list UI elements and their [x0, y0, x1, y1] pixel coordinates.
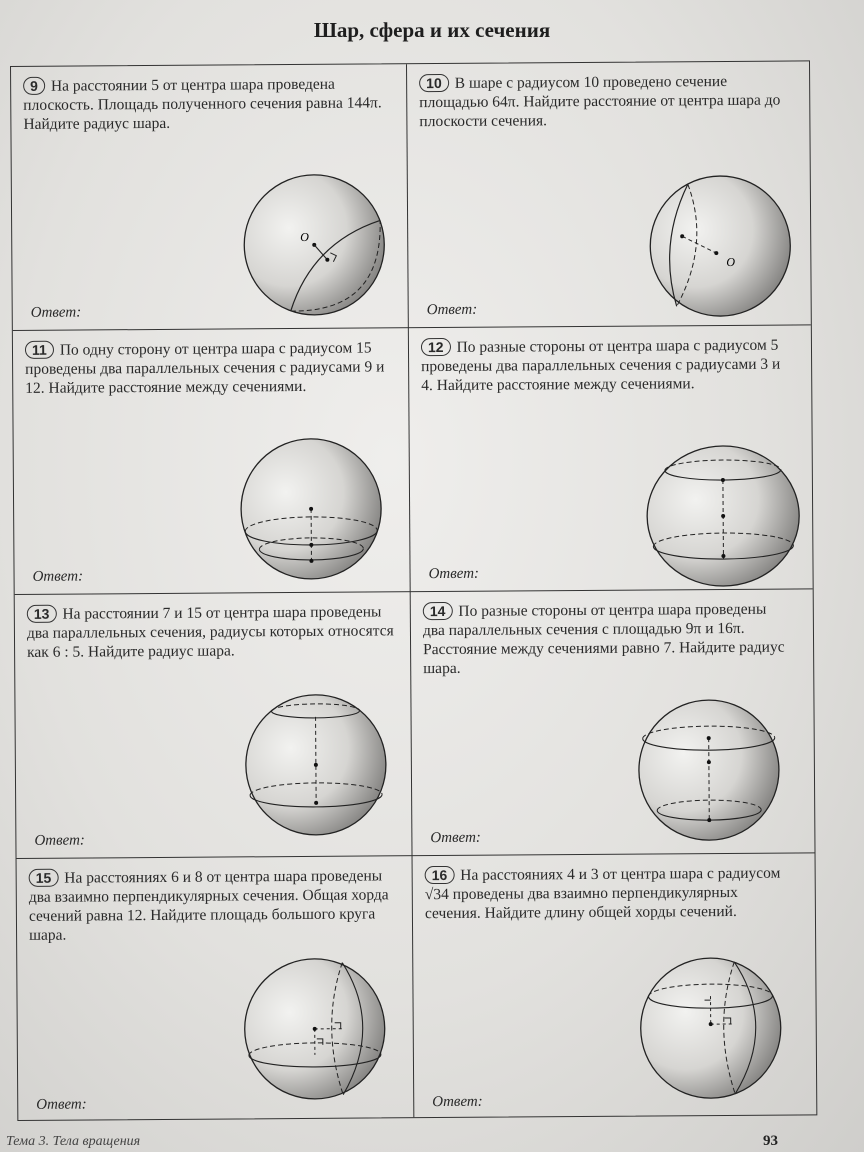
- problem-statement: По разные стороны от центра шара проведены два параллельных сечения с площадью 9π и 16π. Расстояние между сечениями равно 7. Найдите радиус шара.: [422, 600, 785, 678]
- problem-card-15: [17, 856, 414, 1122]
- center-label: O: [300, 229, 309, 244]
- problem-statement: По разные стороны от центра шара с радиусом 5 проведены два параллельных сечения с радиусами 3 и 4. Найдите расстояние между сечениями.: [421, 336, 781, 395]
- problem-number-badge: 10: [419, 74, 449, 92]
- problem-14-text-block: [423, 600, 793, 679]
- problem-card-11: [13, 328, 410, 594]
- problem-card-9: [11, 64, 408, 330]
- sphere-diagram-11: [239, 436, 390, 587]
- sphere-diagram-10: [648, 174, 799, 325]
- problem-number-badge: 12: [421, 338, 451, 356]
- problem-number-badge: 11: [25, 341, 54, 359]
- problem-card-13: [15, 592, 412, 858]
- sphere-diagram-14: [636, 698, 787, 847]
- problem-16-text-block: [425, 864, 794, 924]
- page-title: Шар, сфера и их сечения: [313, 18, 551, 42]
- answer-label: Ответ:: [432, 1093, 483, 1111]
- footer-topic: Тема 3. Тела вращения: [6, 1134, 141, 1149]
- answer-label: Ответ:: [30, 304, 82, 321]
- answer-label: Ответ:: [428, 565, 480, 583]
- problem-9-text-block: [23, 74, 392, 134]
- problem-card-10: [407, 61, 804, 327]
- problem-number-badge: 14: [423, 602, 453, 620]
- answer-label: Ответ:: [34, 832, 85, 849]
- sphere-diagram-15: [242, 956, 393, 1107]
- answer-label: Ответ:: [36, 1096, 87, 1113]
- sphere-diagram-12: [645, 443, 806, 592]
- sphere-diagram-16: [638, 956, 789, 1107]
- problem-card-16: [413, 853, 810, 1119]
- page-number: 93: [763, 1133, 778, 1149]
- problem-grid: [10, 60, 817, 1121]
- center-label: O: [726, 254, 736, 270]
- problem-number-badge: 16: [425, 866, 455, 884]
- sphere-diagram-9: [242, 172, 393, 323]
- problem-10-text-block: [419, 72, 788, 132]
- problem-statement: На расстоянии 5 от центра шара проведена плоскость. Площадь полученного сечения равна 144π. Найдите радиус шара.: [23, 75, 382, 133]
- problem-statement: По одну сторону от центра шара с радиусом 15 проведены два параллельных сечения с радиусами 9 и 12. Найдите расстояние между сечениями.: [25, 339, 385, 397]
- problem-12-text-block: [421, 336, 790, 396]
- problem-statement: В шаре с радиусом 10 проведено сечение площадью 64π. Найдите расстояние от центра шара до плоскости сечения.: [419, 72, 781, 131]
- problem-statement: На расстоянии 7 и 15 от центра шара проведены два параллельных сечения, радиусы которых относятся как 6 : 5. Найдите радиус шара.: [26, 603, 394, 661]
- problem-number-badge: 15: [29, 869, 59, 887]
- problem-15-text-block: [29, 866, 399, 945]
- problem-statement: На расстояниях 4 и 3 от центра шара с радиусом √34 проведены два взаимно перпендикулярных сечения. Найдите длину общей хорды сечений.: [424, 864, 781, 923]
- answer-label: Ответ:: [430, 829, 481, 847]
- problem-13-text-block: [27, 602, 396, 662]
- problem-statement: На расстояниях 6 и 8 от центра шара проведены два взаимно перпендикулярных сечения. Общая хорда сечений равна 12. Найдите площадь большого круга шара.: [28, 867, 389, 944]
- problem-11-text-block: [25, 338, 394, 398]
- sphere-diagram-13: [243, 692, 394, 843]
- problem-card-12: [409, 325, 806, 591]
- answer-label: Ответ:: [426, 301, 478, 319]
- problem-number-badge: 9: [23, 77, 45, 95]
- answer-label: Ответ:: [32, 568, 84, 585]
- problem-number-badge: 13: [27, 605, 57, 623]
- problem-card-14: [411, 589, 808, 855]
